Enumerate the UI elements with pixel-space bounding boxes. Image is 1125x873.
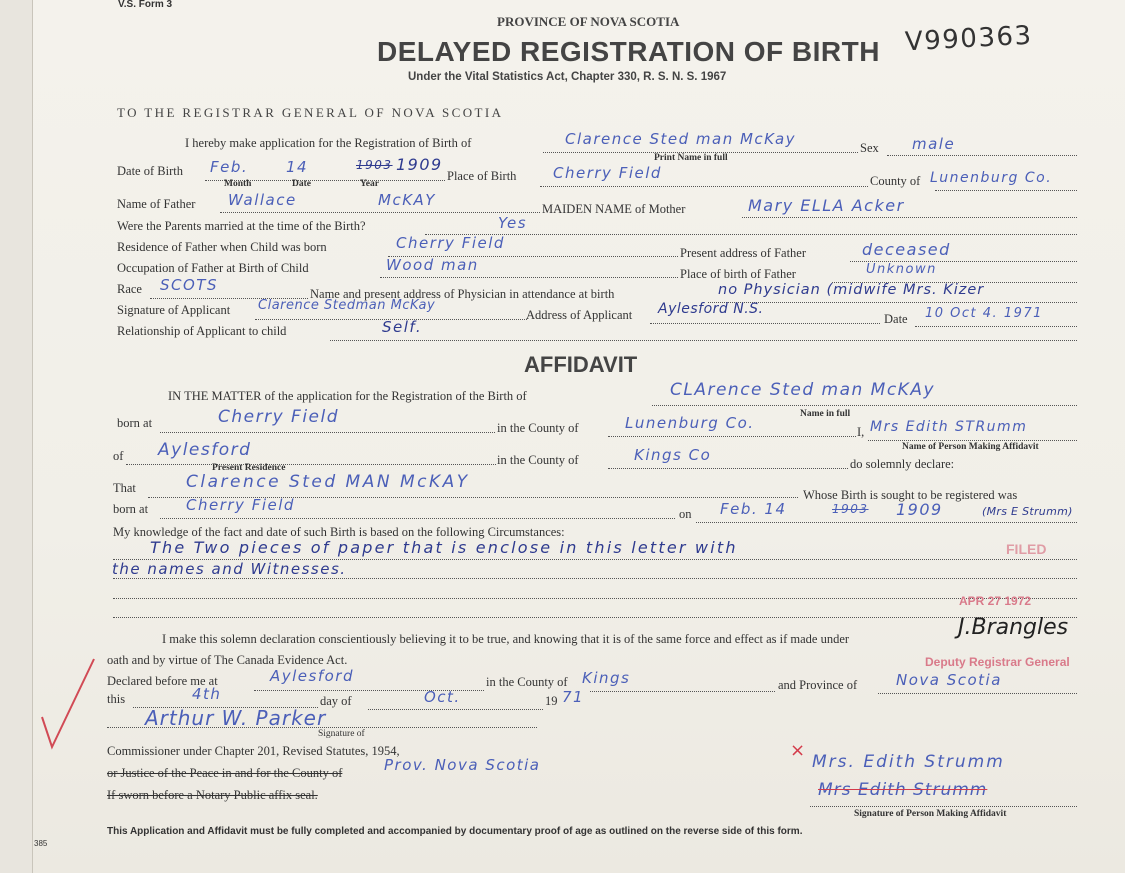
county-of-label: in the County of [497, 421, 579, 435]
whose-birth-label: Whose Birth is sought to be registered was [803, 488, 1018, 502]
occupation-father-label: Occupation of Father at Birth of Child [117, 261, 309, 275]
on-note: (Mrs E Strumm) [982, 505, 1073, 518]
county2-value: Kings Co [634, 446, 712, 464]
circumstance-line-2: the names and Witnesses. [112, 560, 347, 578]
to-registrar-line: TO THE REGISTRAR GENERAL OF NOVA SCOTIA [117, 105, 504, 120]
name-in-full-hint: Name in full [800, 409, 851, 419]
date-hint: Date [292, 179, 311, 189]
month-hint: Month [224, 179, 252, 189]
form-id: V.S. Form 3 [118, 0, 173, 10]
relationship-label: Relationship of Applicant to child [117, 324, 287, 338]
date-label: Date [884, 312, 908, 326]
present-address-father-value: deceased [862, 240, 951, 259]
justice-value: Prov. Nova Scotia [384, 756, 541, 774]
on-date-value: Feb. 14 [720, 500, 787, 518]
deputy-registrar-stamp: Deputy Registrar General [925, 655, 1070, 669]
sex-value: male [912, 135, 956, 153]
present-address-father-label: Present address of Father [680, 246, 807, 260]
parents-married-label: Were the Parents married at the time of the Birth? [117, 219, 366, 233]
name-of-person-hint: Name of Person Making Affidavit [902, 442, 1039, 452]
physician-value: no Physician (midwife Mrs. Kizer [718, 282, 985, 298]
x-mark: × [790, 740, 807, 761]
serial-number: V990363 [904, 20, 1034, 58]
matter-label: IN THE MATTER of the application for the Registration of the Birth of [168, 389, 527, 403]
on-year-struck: 1903 [832, 502, 869, 516]
place-of-birth-value: Cherry Field [553, 164, 662, 182]
registrar-signature: J.Brangles [958, 615, 1069, 640]
dob-year-struck: 1903 [356, 158, 393, 172]
county3-value: Kings [582, 669, 631, 687]
notary-text: If sworn before a Notary Public affix seal. [107, 788, 318, 802]
footer-note: This Application and Affidavit must be fully completed and accompanied by documentary proof of age as outlined on the reverse side of this form. [107, 826, 803, 837]
race-value: SCOTS [160, 276, 218, 294]
place-birth-father-label: Place of birth of Father [680, 267, 796, 281]
born-at-label: born at [117, 416, 153, 430]
knowledge-label: My knowledge of the fact and date of such Birth is based on the following Circumstances: [113, 525, 565, 539]
apply-label: I hereby make application for the Registration of Birth of [185, 136, 472, 150]
county-value: Lunenburg Co. [930, 170, 1053, 186]
signature-of-hint: Signature of [318, 729, 365, 739]
that-value: Clarence Sted MAN McKAY [186, 472, 470, 492]
day-value: 4th [192, 685, 222, 703]
address-applicant-value: Aylesford N.S. [658, 301, 764, 317]
address-applicant-label: Address of Applicant [526, 308, 633, 322]
declared-before-label: Declared before me at [107, 674, 218, 688]
print-name-hint: Print Name in full [654, 153, 728, 163]
person-signature-hint: Signature of Person Making Affidavit [854, 809, 1007, 819]
circumstance-line-1: The Two pieces of paper that is enclose in this letter with [150, 538, 738, 557]
signature-applicant-label: Signature of Applicant [117, 303, 231, 317]
born-at2-value: Cherry Field [186, 496, 295, 514]
affiant-name-value: Mrs Edith STRumm [870, 419, 1028, 435]
form-title: DELAYED REGISTRATION OF BIRTH [377, 36, 880, 67]
solemn-declaration-text: I make this solemn declaration conscientiously believing it to be true, and knowing that it is of the same force and effect as if made under [162, 632, 850, 646]
affidavit-child-name: CLArence Sted man McKAy [670, 380, 936, 400]
declare-label: do solemnly declare: [850, 457, 955, 471]
relationship-value: Self. [382, 318, 423, 336]
occupation-father-value: Wood man [386, 256, 479, 274]
folded-page-edge [0, 0, 33, 873]
that-label: That [113, 481, 136, 495]
of-label: of [113, 449, 124, 463]
date-value: 10 Oct 4. 1971 [925, 306, 1043, 321]
present-residence-hint: Present Residence [212, 463, 286, 473]
province-heading: PROVINCE OF NOVA SCOTIA [497, 14, 680, 29]
province-value: Nova Scotia [896, 671, 1002, 689]
signature-applicant-value: Clarence Stedman McKay [258, 298, 436, 313]
this-label: this [107, 692, 126, 706]
oath-text: oath and by virtue of The Canada Evidence Act. [107, 653, 348, 667]
justice-text: or Justice of the Peace in and for the County of [107, 766, 343, 780]
mother-maiden-value: Mary ELLA Acker [748, 196, 905, 215]
place-of-birth-label: Place of Birth [447, 169, 517, 183]
place-birth-father-value: Unknown [866, 262, 937, 277]
year-prefix: 19 [545, 694, 558, 708]
commissioner-text: Commissioner under Chapter 201, Revised Statutes, 1954, [107, 744, 400, 758]
commissioner-signature: Arthur W. Parker [145, 706, 327, 730]
date-received-stamp: APR 27 1972 [959, 594, 1032, 608]
father-name-label: Name of Father [117, 197, 196, 211]
affidavit-county-value: Lunenburg Co. [625, 414, 755, 432]
red-check-mark [38, 655, 98, 755]
county3-label: in the County of [486, 675, 568, 689]
race-label: Race [117, 282, 142, 296]
dob-month-value: Feb. [210, 158, 249, 176]
filed-stamp: FILED [1006, 541, 1047, 557]
dob-label: Date of Birth [117, 164, 183, 178]
act-reference: Under the Vital Statistics Act, Chapter 330, R. S. N. S. 1967 [408, 71, 727, 83]
of-value: Aylesford [158, 440, 252, 460]
affiant-signature-2: Mrs Edith Strumm [818, 780, 988, 800]
born-at-label-2: born at [113, 502, 149, 516]
sex-label: Sex [860, 141, 879, 155]
dob-date-value: 14 [286, 158, 309, 176]
i-label: I, [857, 425, 865, 439]
on-label: on [679, 507, 692, 521]
footer-code: 385 [34, 839, 48, 848]
year-value: 71 [562, 688, 585, 706]
declared-place-value: Aylesford [270, 667, 354, 685]
mother-maiden-label: MAIDEN NAME of Mother [542, 202, 686, 216]
affiant-signature-1: Mrs. Edith Strumm [812, 752, 1005, 772]
parents-married-value: Yes [498, 214, 528, 232]
father-first-value: Wallace [228, 191, 297, 209]
residence-father-label: Residence of Father when Child was born [117, 240, 327, 254]
child-name-value: Clarence Sted man McKay [565, 130, 797, 148]
county-label: County of [870, 174, 921, 188]
physician-label: Name and present address of Physician in attendance at birth [310, 287, 615, 301]
dob-year-value: 1909 [396, 155, 443, 174]
month-value: Oct. [424, 688, 461, 706]
county-of-label-2: in the County of [497, 453, 579, 467]
year-hint: Year [360, 179, 379, 189]
father-last-value: McKAY [378, 191, 436, 209]
day-of-label: day of [320, 694, 352, 708]
on-year-value: 1909 [896, 500, 943, 519]
residence-father-value: Cherry Field [396, 234, 505, 252]
affidavit-heading: AFFIDAVIT [524, 352, 638, 377]
province-label: and Province of [778, 678, 858, 692]
born-at-value: Cherry Field [218, 407, 340, 427]
